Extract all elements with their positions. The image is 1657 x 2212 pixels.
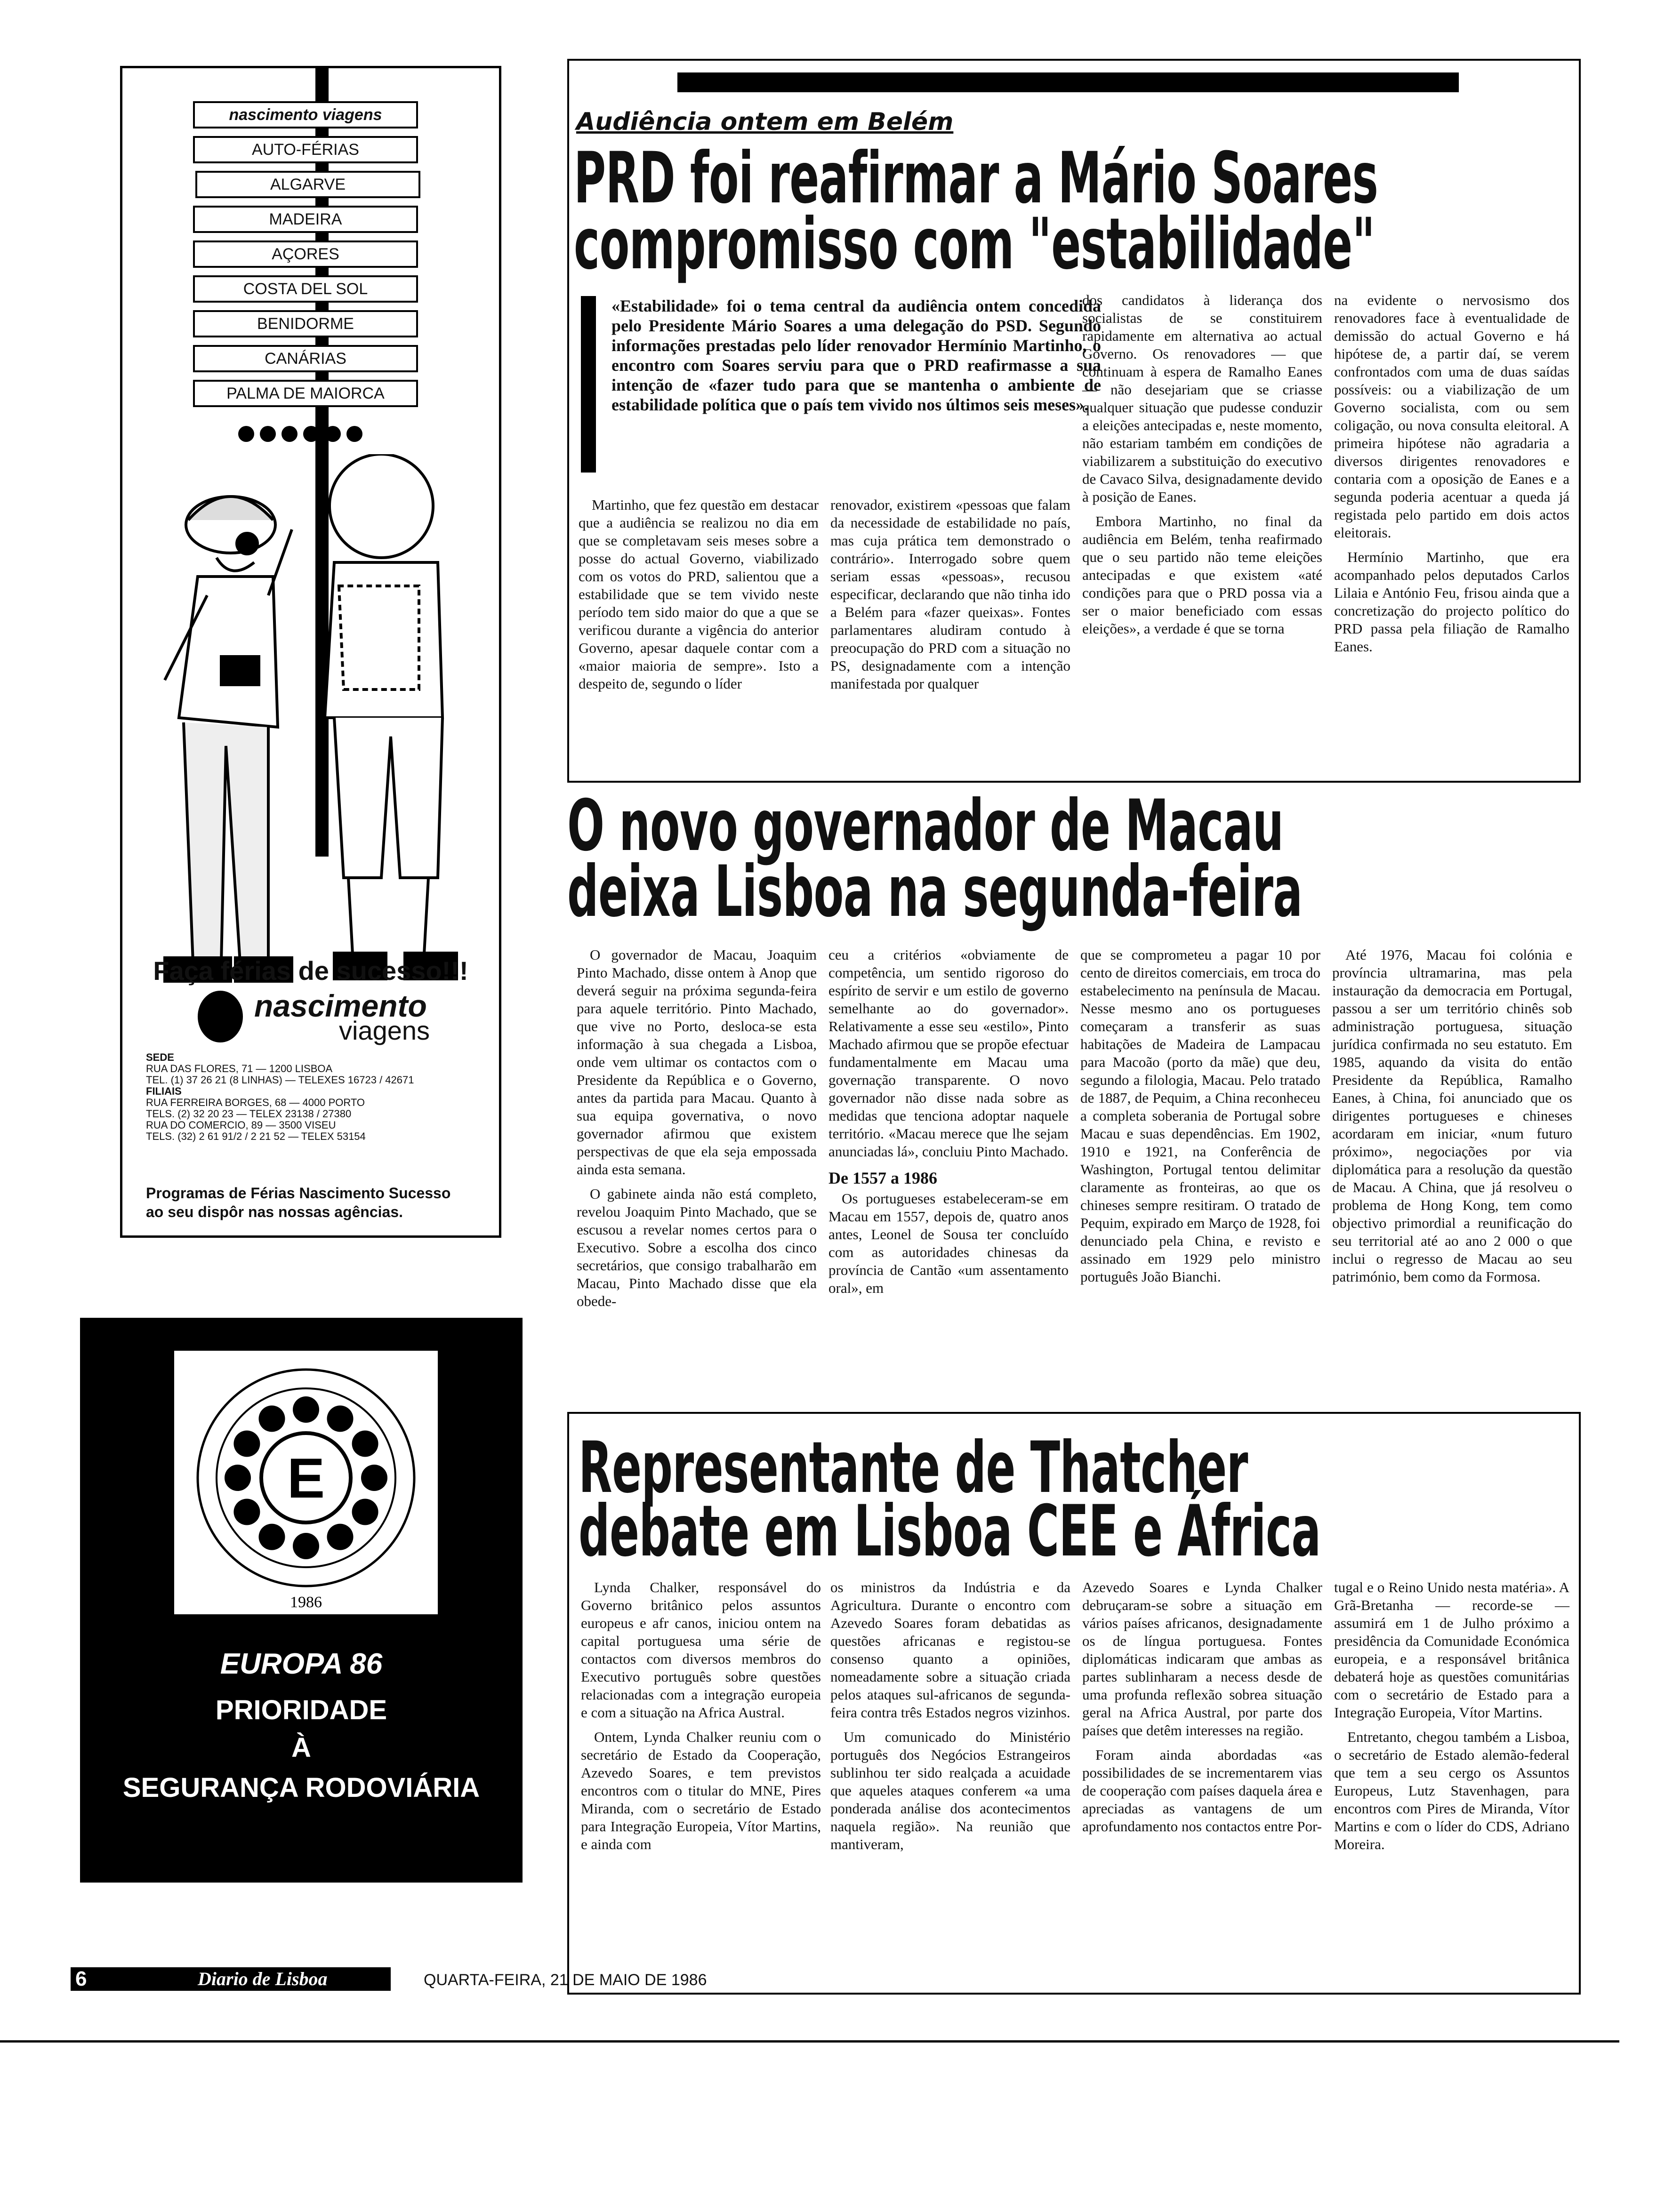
article2-col-1 — [577, 946, 817, 1317]
para: Até 1976, Macau foi colónia e província ultramarina, mas pela instauração da democracia em Portugal, passou a ser um território chinês sob administração portuguesa, situação jurídica confirmada no seu estatuto. Em 1985, aquando da visita do então Presidente da República, Ramalho Eanes, à China, foi anunciado que os dirigentes portugueses e chineses acordaram em iniciar, «num futuro próximo», negociações por via diplomática para a resolução da questão de Macau. A China, que já resolveu o problema de Hong Kong, tem como objectivo primordial a reunificação do seu territorial até ao ano 2 000 o que inclui o regresso de Macau ao seu património, bem como da Formosa. — [1332, 946, 1572, 1285]
masthead: Diario de Lisboa — [198, 1968, 328, 1989]
sede-line-1: RUA DAS FLORES, 71 — 1200 LISBOA — [146, 1063, 333, 1074]
para: Entretanto, chegou também a Lisboa, o secretário de Estado alemão-federal que tem a seu cergo os Assuntos Europeus, Lutz Stavenhagen, para encontros com Pires de Miranda, Vítor Martins e com o líder do CDS, Adriano Moreira. — [1334, 1729, 1569, 1852]
subhead: De 1557 a 1986 — [828, 1169, 937, 1187]
article1-col-3 — [1082, 291, 1322, 644]
ad-footer — [146, 1184, 480, 1221]
para: Hermínio Martinho, que era acompanhado pelos deputados Carlos Lilaia e António Feu, frisou ainda que a concretização do projecto político do PRD passa pela filiação de Ramalho Eanes. — [1334, 549, 1569, 655]
logo-name: nascimento — [254, 988, 427, 1023]
lead-paragraph: «Estabilidade» foi o tema central da audiência ontem concedida pelo Presidente Mário Soares a uma delegação do PSD. Segundo informações prestadas pelo líder renovador Hermínio Martinho, o encontro com Soares serviu para que o PRD reafirmasse a sua intenção de «fazer tudo para que se mantenha o ambiente de estabilidade política que o país tem vivido nos últimos seis meses». — [611, 297, 1101, 414]
para: ceu a critérios «obviamente de competência, um sentido rigoroso do espírito de servir e um estilo de governo semelhante ao do governador». Relativamente a esse seu «estilo», Pinto Machado afirmou que se propõe efectuar fundamentalmente em Macau uma governação transparente. O novo governador não disse nada sobre as medidas que tenciona adoptar naquele território. «Macau merece que lhe sejam anunciadas lá», concluiu Pinto Machado. — [828, 946, 1069, 1160]
para: Azevedo Soares e Lynda Chalker debruçaram-se sobre a situação em vários países africanos, designadamente os de língua portuguesa. Fontes diplomáticas indicaram que ambas as partes sublinharam a necess desde de uma profunda reflexão sobrea situação geral na Africa Austral, por parte dos países que detêm interesses na região. — [1082, 1579, 1322, 1739]
destination-sign: MADEIRA — [193, 206, 418, 233]
lead-bar — [581, 296, 596, 473]
emblem-star — [293, 1533, 319, 1559]
emblem-year: 1986 — [290, 1594, 322, 1611]
para: dos candidatos à liderança dos socialistas de se constituirem rapidamente em alternativa ao actual Governo. Os renovadores — que continuam à espera de Ramalho Eanes — não desejariam que se criasse qualquer situação que pudesse conduzir a eleições antecipadas e, neste momento, não estariam também em condições de viabilizarem a substituição do executivo de Cavaco Silva, designadamente devido à posição de Eanes. — [1082, 292, 1322, 505]
filiais-line-3: RUA DO COMERCIO, 89 — 3500 VISEU — [146, 1119, 336, 1131]
headline-line-2: debate em Lisboa CEE e África — [579, 1491, 1321, 1572]
destination-sign: AÇORES — [193, 240, 418, 268]
article-thatcher — [567, 1412, 1581, 1995]
para: Os portugueses estabeleceram-se em Macau em 1557, depois de, quatro anos antes, Leonel de Sousa ter concluído com as autoridades chinesas da província de Cantão «um assentamento oral», em — [828, 1190, 1069, 1296]
para: Foram ainda abordadas «as possibilidades de se incrementarem vias de cooperação com países daquela área e apreciadas as vantagens de um aprofundamento nos contactos entre Por- — [1082, 1747, 1322, 1835]
address-block — [146, 1052, 480, 1142]
headline-line-2: compromisso com "estabilidade" — [574, 203, 1375, 285]
article1-col-2 — [830, 496, 1070, 699]
emblem-star — [352, 1431, 378, 1457]
headline-line-1: Representante de Thatcher — [579, 1427, 1248, 1509]
emblem-star — [327, 1405, 354, 1432]
destination-sign: COSTA DEL SOL — [193, 275, 418, 303]
headline-line-2: deixa Lisboa na segunda-feira — [567, 851, 1303, 933]
article1-col-1 — [579, 496, 819, 699]
logo-circle-icon — [198, 991, 243, 1042]
destination-sign: PALMA DE MAIORCA — [193, 380, 418, 407]
ad-slogan: Faça férias de sucesso!!! — [153, 956, 468, 986]
article2-col-2 — [828, 946, 1069, 1304]
para: na evidente o nervosismo dos renovadores face à eventualidade de demissão do actual Governo e há hipótese de, a partir daí, se verem confrontados com uma de duas saídas possíveis: ou a viabilização de um Governo socialista, com ou sem coligação, ou nova consulta eleitoral. A primeira hipótese não agradaria a diversos dirigentes renovadores e contaria com a oposição de Eanes e a segunda poderia acentuar a queda já registada pelo partido em dois actos eleitorais. — [1334, 292, 1569, 541]
travel-ad — [120, 66, 501, 1238]
destination-sign: AUTO-FÉRIAS — [193, 136, 418, 163]
destination-sign: BENIDORME — [193, 310, 418, 337]
page-number: 6 — [75, 1967, 87, 1990]
headline-line-1: O novo governador de Macau — [567, 785, 1284, 867]
article3-col-2 — [830, 1579, 1070, 1860]
emblem-star — [259, 1405, 285, 1432]
logo-sub: viagens — [339, 1016, 430, 1045]
article3-col-3 — [1082, 1579, 1322, 1842]
para: O gabinete ainda não está completo, revelou Joaquim Pinto Machado, que se escusou a revelar nomes certos para o Executivo. Sobre a escolha dos cinco secretários, que consigo trabalharão em Macau, Pinto Machado disse que ela obede- — [577, 1186, 817, 1309]
emblem-star — [225, 1465, 251, 1491]
article-prd — [567, 59, 1581, 783]
para: que se comprometeu a pagar 10 por cento de direitos comerciais, em troca do estabelecimento na península de Macau. Nesse mesmo ano os portugueses começaram a transferir as suas habitações de Madeira de Lampacau para Macoão (porto da mãe) que deu, segundo a filologia, Macau. Pelo tratado de 1887, de Pequim, a China reconheceu a completa soberania de Portugal sobre Macau e suas dependências. Em 1902, 1910 e 1921, na Conferência de Washington, Portugal tentou delimitar claramente as fronteiras, ao que os chineses sempre resitiram. O tratado de Pequim, expirado em Março de 1928, foi denunciado pela China, e revisto e assinado em 1929 pelo ministro português João Bianchi. — [1080, 946, 1320, 1285]
filiais-line-1: RUA FERREIRA BORGES, 68 — 4000 PORTO — [146, 1097, 365, 1108]
road-safety-emblem — [174, 1351, 438, 1614]
headline-line-1: PRD foi reafirmar a Mário Soares — [574, 137, 1378, 219]
europa-line-3: À — [291, 1732, 311, 1763]
para: Ontem, Lynda Chalker reuniu com o secretário de Estado da Cooperação, Azevedo Soares, e tem previstos encontros com o titular do MNE, Pires Miranda, com o secretário de Estado para Integração Europeia, Vítor Martins, e ainda com — [581, 1729, 821, 1852]
europa-line-2: PRIORIDADE — [215, 1695, 387, 1725]
article1-col-4 — [1334, 291, 1569, 662]
europa-ad — [80, 1318, 523, 1883]
para: renovador, existirem «pessoas que falam da necessidade de estabilidade no país, mas cuja prática tem demonstrado o contrário». Interrogado sobre quem seriam essas «pessoas», recusou especificar, declarando que não tinha ido a Belém para «fazer queixas». Fontes parlamentares aludiram contudo à preocupação do PRD com a situação no PS, designadamente com a intenção manifestada por qualquer — [830, 497, 1070, 692]
filiais-label: FILIAIS — [146, 1085, 182, 1097]
emblem-star — [361, 1465, 387, 1491]
emblem-star — [352, 1499, 378, 1525]
hikers-illustration — [137, 454, 485, 1019]
sede-label: SEDE — [146, 1051, 174, 1063]
para: tugal e o Reino Unido nesta matéria». A Grã-Bretanha — recorde-se — assumirá em 1 de Julho próximo a presidência da Comunidade Económica europeia, e a responsável britânica debaterá hoje as questões comunitárias com o secretário de Estado para a Integração Europeia, Vítor Martins. — [1334, 1579, 1569, 1721]
article3-col-1 — [581, 1579, 821, 1860]
ad-footer-line-2: ao seu dispôr nas nossas agências. — [146, 1203, 403, 1220]
emblem-star — [259, 1524, 285, 1550]
ad-footer-line-1: Programas de Férias Nascimento Sucesso — [146, 1185, 451, 1202]
article2-col-3 — [1080, 946, 1320, 1292]
europa-line-4: SEGURANÇA RODOVIÁRIA — [122, 1772, 480, 1803]
para: Embora Martinho, no final da audiência em Belém, tenha reafirmado que o seu partido não teme eleições antecipadas e que existem «até condições para que o PRD possa via a ser o maior beneficiado com essas eleições», a verdade é que se torna — [1082, 513, 1322, 637]
emblem-letter: E — [287, 1447, 325, 1510]
bottom-rule — [0, 2040, 1619, 2043]
para: Martinho, que fez questão em destacar que a audiência se realizou no dia em que se completavam seis meses sobre a posse do actual Governo, viabilizado com os votos do PRD, salientou que a estabilidade que se tem vivido neste período tem sido maior do que a que se verificou durante a vigência do anterior Governo, apesar daquele contar com a «maior maioria de sempre». Isto a despeito de, segundo o líder — [579, 497, 819, 692]
nascimento-logo — [198, 988, 461, 1045]
emblem-star — [293, 1396, 319, 1423]
filiais-line-2: TELS. (2) 32 20 23 — TELEX 23138 / 27380 — [146, 1108, 352, 1120]
sede-line-2: TEL. (1) 37 26 21 (8 LINHAS) — TELEXES 16723 / 42671 — [146, 1074, 414, 1086]
footer-date: QUARTA-FEIRA, 21 DE MAIO DE 1986 — [424, 1971, 707, 1989]
top-black-bar — [677, 72, 1459, 92]
destination-sign: CANÁRIAS — [193, 345, 418, 372]
filiais-line-4: TELS. (32) 2 61 91/2 / 2 21 52 — TELEX 53154 — [146, 1130, 366, 1142]
emblem-star — [233, 1499, 260, 1525]
para: O governador de Macau, Joaquim Pinto Machado, disse ontem à Anop que deverá seguir na próxima segunda-feira para aquele território. Pinto Machado, que vive no Porto, desloca-se esta informação à sua chegada a Lisboa, onde vem ultimar os contactos com o Presidente da República e o Governo, antes da partida para Macau. Quanto à sua equipa governativa, o novo governador afirmou que existem perspectivas de que ela seja empossada ainda esta semana. — [577, 946, 817, 1178]
emblem-star — [327, 1524, 354, 1550]
para: os ministros da Indústria e da Agricultura. Durante o encontro com Azevedo Soares foram debatidas as questões africanas e registou-se consenso quanto a opiniões, nomeadamente sobre a situação criada pelos ataques sul-africanos de segunda-feira contra três Estados negros vizinhos. — [830, 1579, 1070, 1721]
article2-col-4 — [1332, 946, 1572, 1292]
article3-col-4 — [1334, 1579, 1569, 1860]
footer-bar — [71, 1967, 391, 1991]
sign-brand: nascimento viagens — [193, 101, 418, 128]
sign-dots — [235, 426, 365, 444]
article-macau — [567, 785, 1577, 1393]
europa-line-1: EUROPA 86 — [220, 1648, 383, 1680]
article-kicker: Audiência ontem em Belém — [576, 108, 954, 136]
para: Um comunicado do Ministério português dos Negócios Estrangeiros sublinhou ter sido realçada a acuidade que aqueles ataques conferem «a uma ponderada análise dos acontecimentos naquela região». Na reunião que mantiveram, — [830, 1729, 1070, 1852]
emblem-star — [233, 1431, 260, 1457]
para: Lynda Chalker, responsável do Governo britânico pelos assuntos europeus e afr canos, iniciou ontem na capital portuguesa uma série de contactos com diversos membros do Executivo português sobre questões relacionadas com a integração europeia e com a situação na Africa Austral. — [581, 1579, 821, 1721]
destination-sign: ALGARVE — [195, 171, 420, 198]
